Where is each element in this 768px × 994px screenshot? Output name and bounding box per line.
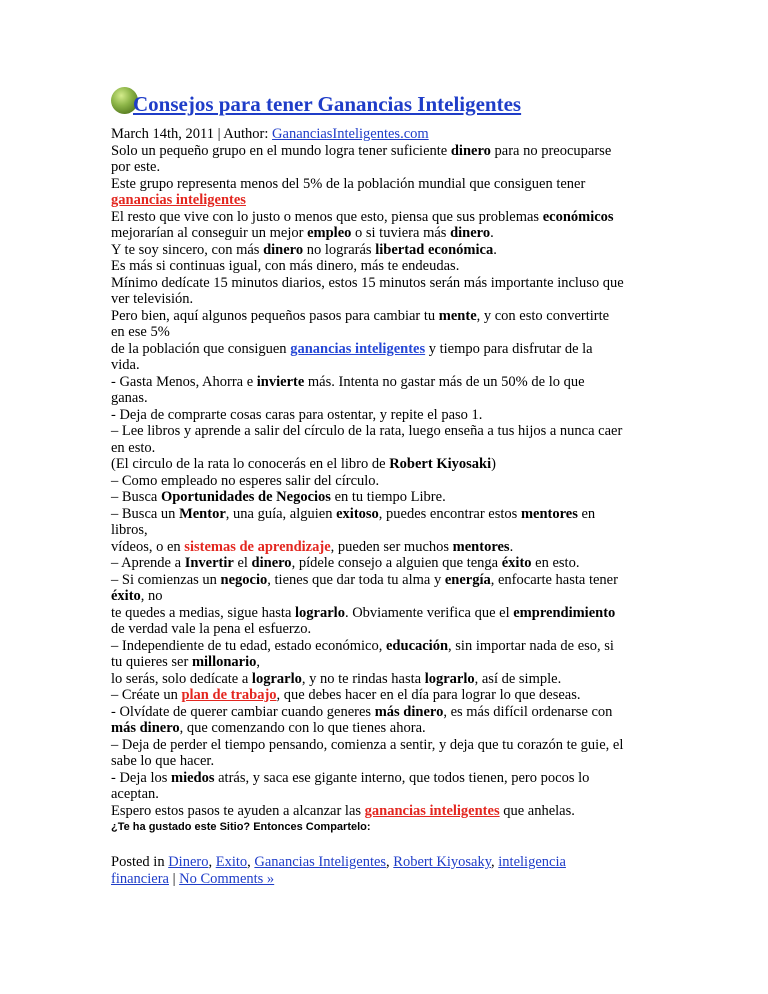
text-line: en ese 5% xyxy=(111,324,170,340)
text-line: – Créate un plan de trabajo, que debes hacer en el día para lograr lo que deseas. xyxy=(111,687,581,703)
ganancias-inteligentes-link[interactable]: ganancias inteligentes xyxy=(111,192,246,208)
text-line: te quedes a medias, sigue hasta lograrlo. Obviamente verifica que el emprendimiento xyxy=(111,604,616,621)
text-line: de la población que consiguen ganancias inteligentes y tiempo para disfrutar de la xyxy=(111,340,593,357)
text-line: El resto que vive con lo justo o menos que esto, piensa que sus problemas económicos xyxy=(111,208,614,225)
text-line: más dinero, que comenzando con lo que tienes ahora. xyxy=(111,720,426,736)
text-line: Este grupo representa menos del 5% de la población mundial que consiguen tener xyxy=(111,175,586,192)
text-line: Es más si continuas igual, con más dinero, más te endeudas. xyxy=(111,258,460,274)
text-line: - Gasta Menos, Ahorra e invierte más. Intenta no gastar más de un 50% de lo que xyxy=(111,373,585,390)
text-line: ver televisión. xyxy=(111,291,194,307)
text-line: libros, xyxy=(111,522,148,538)
text-line: – Deja de perder el tiempo pensando, comienza a sentir, y deja que tu corazón te guie, el xyxy=(111,736,624,753)
category-link-ganancias-inteligentes[interactable]: Ganancias Inteligentes xyxy=(254,854,387,870)
post-footer: Posted in Dinero, Exito, Ganancias Inteligentes, Robert Kiyosaky, inteligencia financiera | No Comments » xyxy=(111,854,566,887)
text-line: mejorarían al conseguir un mejor empleo o si tuviera más dinero. xyxy=(111,225,494,241)
plan-de-trabajo-link[interactable]: plan de trabajo xyxy=(181,687,277,703)
ganancias-inteligentes-link[interactable]: ganancias inteligentes xyxy=(290,340,426,357)
category-link-robert-kiyosaky[interactable]: Robert Kiyosaky xyxy=(393,854,492,870)
sistemas-de-aprendizaje-link[interactable]: sistemas de aprendizaje xyxy=(184,538,331,555)
text-line: Y te soy sincero, con más dinero no lograrás libertad económica. xyxy=(111,241,497,258)
share-prompt: ¿Te ha gustado este Sitio? Entonces Compartelo: xyxy=(111,821,371,833)
text-line: – Busca un Mentor, una guía, alguien exitoso, puedes encontrar estos mentores en xyxy=(111,505,596,522)
post xyxy=(111,80,659,887)
text-line: – Independiente de tu edad, estado económico, educación, sin importar nada de eso, si xyxy=(111,637,614,654)
text-line: aceptan. xyxy=(111,786,159,802)
post-meta: March 14th, 2011 | Author: GananciasInteligentes.com xyxy=(111,126,429,142)
text-line: – Si comienzas un negocio, tienes que dar toda tu alma y energía, enfocarte hasta tener xyxy=(111,571,618,588)
text-line: de verdad vale la pena el esfuerzo. xyxy=(111,621,312,637)
post-title-link[interactable]: Consejos para tener Ganancias Inteligentes xyxy=(133,92,522,116)
text-line: - Olvídate de querer cambiar cuando generes más dinero, es más difícil ordenarse con xyxy=(111,703,613,720)
category-link-dinero[interactable]: Dinero xyxy=(168,854,209,870)
author-link[interactable]: GananciasInteligentes.com xyxy=(272,126,429,142)
text-line: – Aprende a Invertir el dinero, pídele consejo a alguien que tenga éxito en esto. xyxy=(111,555,580,571)
text-line: ganas. xyxy=(111,390,148,406)
post-body xyxy=(111,126,659,834)
post-header xyxy=(111,80,659,116)
text-line: (El circulo de la rata lo conocerás en el libro de Robert Kiyosaki) xyxy=(111,456,496,472)
text-line: - Deja los miedos atrás, y saca ese gigante interno, que todos tienen, pero pocos lo xyxy=(111,769,590,786)
text-line: – Como empleado no esperes salir del círculo. xyxy=(111,472,380,489)
category-link-inteligencia-financiera-part1[interactable]: inteligencia xyxy=(498,854,566,870)
category-link-inteligencia-financiera-part2[interactable]: financiera xyxy=(111,870,169,887)
text-line: éxito, no xyxy=(111,588,163,604)
text-line xyxy=(111,192,659,209)
ganancias-inteligentes-link[interactable]: ganancias inteligentes xyxy=(364,802,500,819)
text-line: Pero bien, aquí algunos pequeños pasos para cambiar tu mente, y con esto convertirte xyxy=(111,307,610,324)
text-line: lo serás, solo dedícate a lograrlo, y no te rindas hasta lograrlo, así de simple. xyxy=(111,670,562,687)
text-line: Mínimo dedícate 15 minutos diarios, estos 15 minutos serán más importante incluso que xyxy=(111,274,624,291)
text-line: Solo un pequeño grupo en el mundo logra tener suficiente dinero para no preocuparse xyxy=(111,142,612,159)
text-line: – Busca Oportunidades de Negocios en tu tiempo Libre. xyxy=(111,489,446,505)
category-link-exito[interactable]: Exito xyxy=(215,854,248,870)
text-line: - Deja de comprarte cosas caras para ostentar, y repite el paso 1. xyxy=(111,406,483,423)
text-line: – Lee libros y aprende a salir del círculo de la rata, luego enseña a tus hijos a nunca caer xyxy=(111,423,623,439)
text-line: Espero estos pasos te ayuden a alcanzar las ganancias inteligentes que anhelas. xyxy=(111,802,575,819)
text-line: por este. xyxy=(111,159,161,175)
text-line: en esto. xyxy=(111,439,156,456)
comments-link[interactable]: No Comments » xyxy=(179,870,275,887)
text-line: vídeos, o en sistemas de aprendizaje, pueden ser muchos mentores. xyxy=(111,538,514,555)
text-line: tu quieres ser millonario, xyxy=(111,654,261,670)
text-line: vida. xyxy=(111,357,140,373)
text-line: sabe lo que hacer. xyxy=(111,753,215,769)
